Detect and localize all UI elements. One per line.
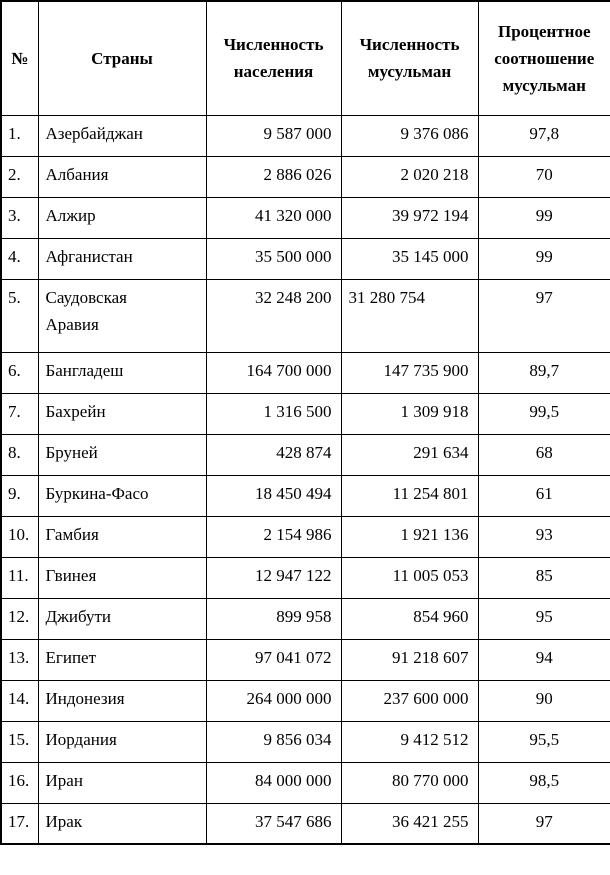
cell-population: 9 856 034 bbox=[206, 721, 341, 762]
cell-population: 428 874 bbox=[206, 434, 341, 475]
cell-num: 5. bbox=[1, 279, 38, 352]
table-row bbox=[1, 156, 610, 197]
cell-muslims: 237 600 000 bbox=[341, 680, 478, 721]
table-row bbox=[1, 197, 610, 238]
cell-population: 41 320 000 bbox=[206, 197, 341, 238]
cell-country: Гвинея bbox=[38, 557, 206, 598]
cell-population: 2 154 986 bbox=[206, 516, 341, 557]
cell-num: 15. bbox=[1, 721, 38, 762]
cell-muslims: 9 376 086 bbox=[341, 115, 478, 156]
cell-country: Гамбия bbox=[38, 516, 206, 557]
cell-num: 12. bbox=[1, 598, 38, 639]
table-row bbox=[1, 762, 610, 803]
cell-population: 12 947 122 bbox=[206, 557, 341, 598]
cell-muslims: 2 020 218 bbox=[341, 156, 478, 197]
cell-country: Индонезия bbox=[38, 680, 206, 721]
table-header-row bbox=[1, 1, 610, 115]
cell-percent: 90 bbox=[478, 680, 610, 721]
header-country: Страны bbox=[38, 1, 206, 115]
cell-num: 13. bbox=[1, 639, 38, 680]
cell-muslims: 854 960 bbox=[341, 598, 478, 639]
cell-percent: 97 bbox=[478, 279, 610, 352]
cell-country: Бруней bbox=[38, 434, 206, 475]
cell-num: 3. bbox=[1, 197, 38, 238]
cell-muslims: 39 972 194 bbox=[341, 197, 478, 238]
cell-num: 9. bbox=[1, 475, 38, 516]
cell-percent: 99,5 bbox=[478, 393, 610, 434]
cell-muslims: 9 412 512 bbox=[341, 721, 478, 762]
cell-percent: 97 bbox=[478, 803, 610, 844]
cell-num: 11. bbox=[1, 557, 38, 598]
table-row bbox=[1, 639, 610, 680]
cell-percent: 99 bbox=[478, 197, 610, 238]
cell-num: 17. bbox=[1, 803, 38, 844]
cell-country bbox=[38, 279, 206, 352]
table-row bbox=[1, 680, 610, 721]
cell-population: 37 547 686 bbox=[206, 803, 341, 844]
table-row bbox=[1, 598, 610, 639]
table-row bbox=[1, 475, 610, 516]
cell-num: 16. bbox=[1, 762, 38, 803]
cell-country: Джибути bbox=[38, 598, 206, 639]
cell-country: Ирак bbox=[38, 803, 206, 844]
cell-population: 97 041 072 bbox=[206, 639, 341, 680]
cell-percent: 93 bbox=[478, 516, 610, 557]
cell-country: Иордания bbox=[38, 721, 206, 762]
cell-population: 35 500 000 bbox=[206, 238, 341, 279]
cell-population: 2 886 026 bbox=[206, 156, 341, 197]
cell-percent: 98,5 bbox=[478, 762, 610, 803]
cell-muslims: 1 921 136 bbox=[341, 516, 478, 557]
table-row bbox=[1, 557, 610, 598]
cell-muslims: 35 145 000 bbox=[341, 238, 478, 279]
cell-percent: 95 bbox=[478, 598, 610, 639]
table-row bbox=[1, 803, 610, 844]
cell-population: 164 700 000 bbox=[206, 352, 341, 393]
cell-country: Азербайджан bbox=[38, 115, 206, 156]
cell-percent: 70 bbox=[478, 156, 610, 197]
cell-country: Иран bbox=[38, 762, 206, 803]
cell-percent: 95,5 bbox=[478, 721, 610, 762]
cell-percent: 99 bbox=[478, 238, 610, 279]
header-population: Численность населения bbox=[206, 1, 341, 115]
cell-percent: 97,8 bbox=[478, 115, 610, 156]
cell-num: 1. bbox=[1, 115, 38, 156]
cell-country: Бангладеш bbox=[38, 352, 206, 393]
cell-num: 8. bbox=[1, 434, 38, 475]
table-row bbox=[1, 721, 610, 762]
cell-num: 10. bbox=[1, 516, 38, 557]
cell-muslims: 31 280 754 bbox=[341, 279, 478, 352]
cell-muslims: 80 770 000 bbox=[341, 762, 478, 803]
cell-population: 18 450 494 bbox=[206, 475, 341, 516]
cell-population: 9 587 000 bbox=[206, 115, 341, 156]
header-percent: Процентное соотношение мусульман bbox=[478, 1, 610, 115]
cell-num: 7. bbox=[1, 393, 38, 434]
cell-population: 899 958 bbox=[206, 598, 341, 639]
cell-percent: 89,7 bbox=[478, 352, 610, 393]
table-row bbox=[1, 516, 610, 557]
cell-country: Египет bbox=[38, 639, 206, 680]
cell-population: 32 248 200 bbox=[206, 279, 341, 352]
table-row bbox=[1, 352, 610, 393]
cell-muslims: 291 634 bbox=[341, 434, 478, 475]
header-muslims: Численность мусульман bbox=[341, 1, 478, 115]
cell-num: 6. bbox=[1, 352, 38, 393]
table-row bbox=[1, 434, 610, 475]
cell-country: Албания bbox=[38, 156, 206, 197]
cell-population: 84 000 000 bbox=[206, 762, 341, 803]
table-row bbox=[1, 115, 610, 156]
table-row bbox=[1, 393, 610, 434]
cell-muslims: 36 421 255 bbox=[341, 803, 478, 844]
table-row bbox=[1, 279, 610, 352]
cell-country: Алжир bbox=[38, 197, 206, 238]
cell-population: 264 000 000 bbox=[206, 680, 341, 721]
cell-muslims: 1 309 918 bbox=[341, 393, 478, 434]
cell-muslims: 11 254 801 bbox=[341, 475, 478, 516]
cell-percent: 68 bbox=[478, 434, 610, 475]
cell-percent: 94 bbox=[478, 639, 610, 680]
cell-percent: 61 bbox=[478, 475, 610, 516]
cell-population: 1 316 500 bbox=[206, 393, 341, 434]
cell-country: Афганистан bbox=[38, 238, 206, 279]
cell-percent: 85 bbox=[478, 557, 610, 598]
table-row bbox=[1, 238, 610, 279]
cell-num: 4. bbox=[1, 238, 38, 279]
cell-muslims: 11 005 053 bbox=[341, 557, 478, 598]
cell-muslims: 147 735 900 bbox=[341, 352, 478, 393]
cell-country-text: Саудовская Аравия bbox=[45, 287, 127, 334]
cell-country: Буркина-Фасо bbox=[38, 475, 206, 516]
header-num: № bbox=[1, 1, 38, 115]
cell-num: 14. bbox=[1, 680, 38, 721]
cell-num: 2. bbox=[1, 156, 38, 197]
cell-country: Бахрейн bbox=[38, 393, 206, 434]
cell-muslims: 91 218 607 bbox=[341, 639, 478, 680]
